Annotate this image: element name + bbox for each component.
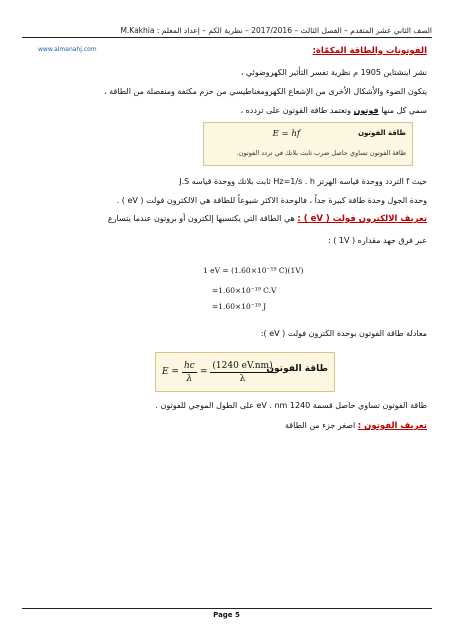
photon-energy-ev-label: طاقة الفوتون <box>266 364 328 374</box>
fraction-1-denominator: λ <box>186 373 193 384</box>
footer-divider <box>22 608 432 609</box>
photon-energy-label: طاقة الفوتون <box>358 129 406 137</box>
photon-definition-title: تعريف الفوتون : <box>357 421 427 431</box>
section-title: الفوتونات والطاقة المكمّاة: <box>312 46 427 56</box>
fraction-1240-lambda <box>210 360 274 385</box>
paragraph-line-3 <box>240 105 427 116</box>
paragraph-line-1: نشر اينشتاين 1905 م نظرية تفسر التأثير الكهروضوئي ، <box>240 68 427 77</box>
photon-energy-equation: E = hf <box>272 129 300 139</box>
page-header: الصف الثاني عشر المتقدم – الفصل الثالث – 2017/2016 – نظرية الكم – إعداد المعلم : M.Kakhia <box>22 26 432 38</box>
frequency-definition: حيث f التردد ووحدة قياسه الهرتز Hz=1/s . h ثابت بلانك ووحدة قياسه J.S <box>179 177 427 186</box>
fraction-2-numerator: (1240 eV.nm) <box>212 360 273 371</box>
photon-energy-ev-equation <box>162 357 278 387</box>
watermark-link[interactable]: www.almanahj.com <box>38 46 97 53</box>
photon-energy-box <box>203 122 413 166</box>
ev-equation-intro: معادلة طاقة الفوتون بوحدة الكترون فولت ( eV ): <box>260 329 427 338</box>
ev-math-line-1: 1 eV = (1.60×10⁻¹⁹ C)(1V) <box>203 266 304 275</box>
fraction-hc-lambda <box>182 360 197 385</box>
ev-math-line-2: =1.60×10⁻¹⁹ C.V <box>212 286 277 295</box>
equation-lhs: E = <box>162 367 179 377</box>
photon-definition-text: اصغر جزء من الطاقة <box>285 421 358 430</box>
paragraph-line-2: يتكون الضوء والأشكال الأخرى من الإشعاع الكهرومغناطيسي من حزم مكثفة ومنفصلة من الطاقة ، <box>104 87 427 96</box>
equals-sign: = <box>199 367 208 377</box>
ev-definition <box>108 213 427 225</box>
photon-energy-description: طاقة الفوتون تساوي حاصل ضرب ثابت بلانك في تردد الفوتون. <box>236 149 406 157</box>
fraction-1-numerator: hc <box>183 360 195 371</box>
ev-unit-intro: وحدة الجول وحدة طاقة كبيرة جداً ، فالوحدة الاكثر شيوعاً للطاقة هي الالكترون فولت ( eV ) . <box>116 196 427 205</box>
ev-equation-explanation: طاقة الفوتون تساوي حاصل قسمة 1240 eV . nm على الطول الموجي للفوتون . <box>155 401 427 410</box>
ev-definition-text: هي الطاقة التي يكتسبها إلكترون أو بروتون عندما يتسارع <box>107 214 298 223</box>
paragraph-line-3-pre: سمي كل منها <box>378 106 427 115</box>
photon-definition <box>285 420 427 432</box>
photon-term: فوتون <box>353 106 379 115</box>
ev-definition-title: تعريف الالكترون فولت ( eV ) : <box>297 214 427 224</box>
photon-energy-ev-box <box>155 352 335 392</box>
ev-math-line-3: =1.60×10⁻¹⁹ J <box>212 302 267 311</box>
ev-definition-text-2: عبر فرق جهد مقداره ( 1V ) : <box>328 236 427 245</box>
paragraph-line-3-post: وتعتمد طاقة الفوتون على تردده ، <box>240 106 354 115</box>
page-number: Page 5 <box>213 611 240 619</box>
fraction-2-denominator: λ <box>239 373 246 384</box>
